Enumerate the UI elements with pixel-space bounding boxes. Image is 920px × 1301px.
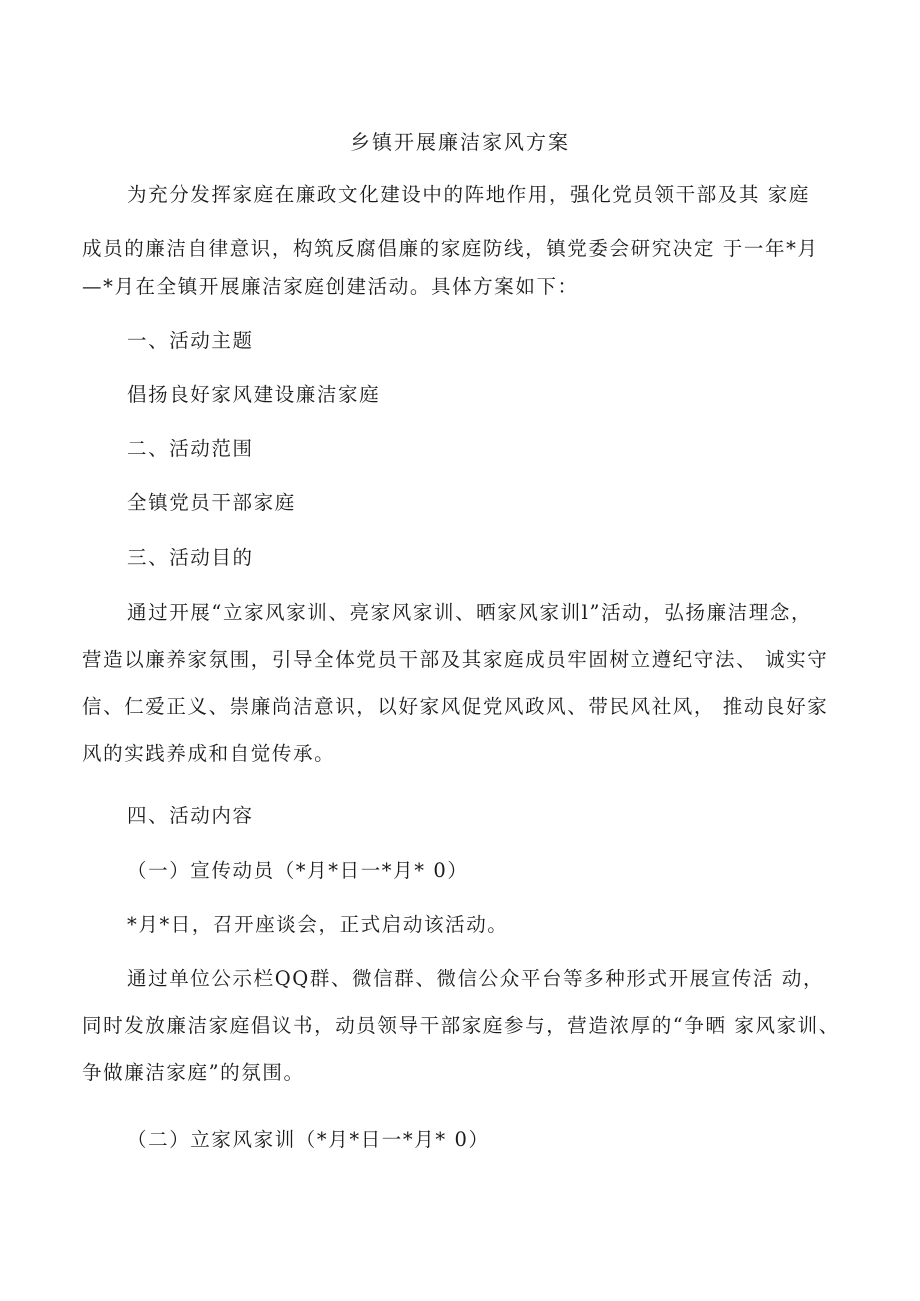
section-heading: 三、活动目的 (127, 546, 254, 569)
subsection-heading: （二）立家风家训（*月*日一*月* 0） (127, 1128, 490, 1151)
paragraph-line: 营造以廉养家氛围，引导全体党员干部及其家庭成员牢固树立遵纪守法、 诚实守 (82, 648, 829, 671)
section-heading: 四、活动内容 (127, 804, 254, 827)
document-title: 乡镇开展廉洁家风方案 (350, 130, 570, 154)
paragraph-line: —*月在全镇开展廉洁家庭创建活动。具体方案如下： (82, 275, 579, 298)
paragraph-line: *月*日，召开座谈会，正式启动该活动。 (127, 913, 509, 936)
paragraph-line: 风的实践养成和自觉传承。 (82, 742, 336, 765)
section-heading: 二、活动范围 (127, 437, 254, 460)
section-heading: 一、活动主题 (127, 329, 254, 352)
paragraph-line: 同时发放廉洁家庭倡议书，动员领导干部家庭参与，营造浓厚的“争晒 家风家训、 (82, 1014, 840, 1037)
paragraph-line: 通过开展“立家风家训、亮家风家训、晒家风家训l”活动，弘扬廉洁理念， (127, 601, 813, 624)
paragraph-line: 全镇党员干部家庭 (127, 491, 296, 514)
paragraph-line: 倡扬良好家风建设廉洁家庭 (127, 383, 381, 406)
paragraph-line: 信、仁爱正义、崇廉尚洁意识，以好家风促党风政风、带民风社风， 推动良好家 (82, 695, 829, 718)
paragraph-line: 为充分发挥家庭在廉政文化建设中的阵地作用，强化党员领干部及其 家庭 (127, 183, 810, 206)
subsection-heading: （一）宣传动员（*月*日一*月* 0） (127, 859, 469, 882)
paragraph-line: 争做廉洁家庭”的氛围。 (82, 1061, 305, 1084)
paragraph-line: 通过单位公示栏QQ群、微信群、微信公众平台等多种形式开展宣传活 动， (127, 967, 825, 990)
paragraph-line: 成员的廉洁自律意识，构筑反腐倡廉的家庭防线，镇党委会研究决定 于一年*月 (82, 237, 819, 260)
